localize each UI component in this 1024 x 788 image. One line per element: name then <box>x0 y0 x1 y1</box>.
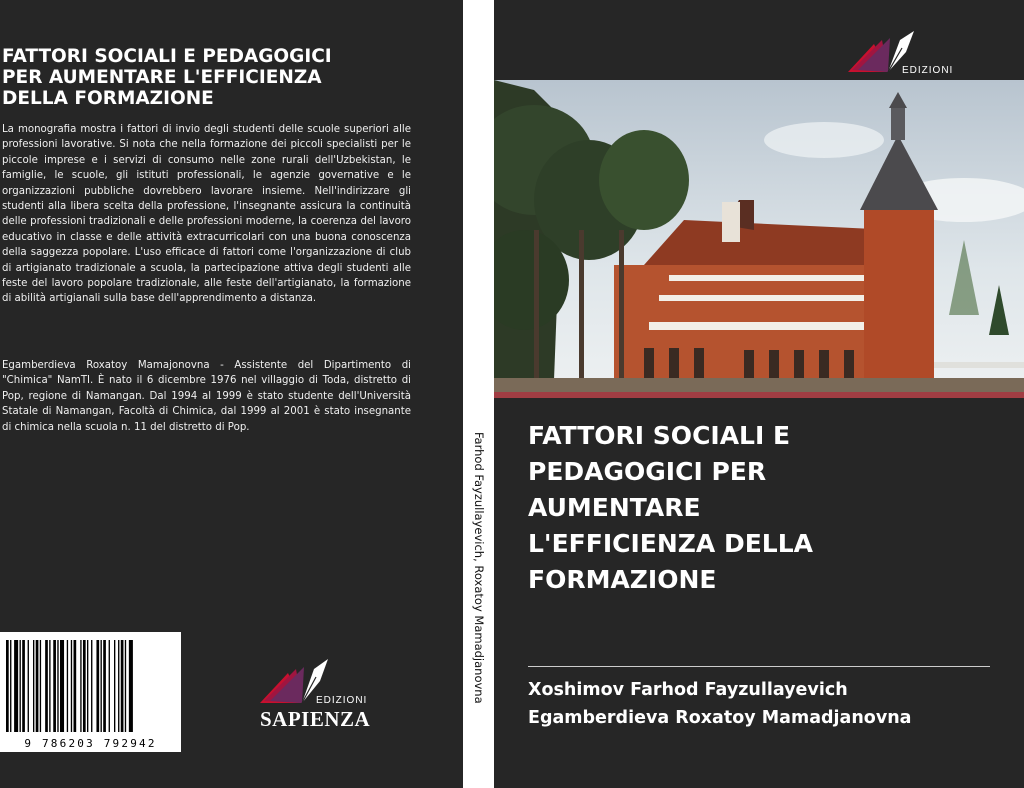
barcode-bar <box>118 640 119 732</box>
barcode-bar <box>60 640 64 732</box>
isbn-number: 9 786203 792942 <box>24 737 157 750</box>
barcode-bar <box>22 640 25 732</box>
spine-authors: Farhod Fayzullayevich, Roxatoy Mamadjanovna <box>472 432 486 704</box>
barcode-bars <box>0 632 181 736</box>
barcode-bar <box>96 640 99 732</box>
author-name-1: Xoshimov Farhod Fayzullayevich <box>528 680 848 700</box>
logo-edizioni: EDIZIONI <box>316 695 368 706</box>
cover-photo <box>494 80 1024 398</box>
barcode-bar <box>129 640 133 732</box>
publisher-logo-back <box>258 657 378 732</box>
barcode-bar <box>101 640 102 732</box>
barcode-bar <box>49 640 50 732</box>
back-cover-title <box>2 46 442 109</box>
author-divider <box>528 666 990 667</box>
logo-edizioni: EDIZIONI <box>902 65 954 76</box>
book-description: La monografia mostra i fattori di invio degli studenti delle scuole superiori alle professioni lavorative. Si nota che nella formazione dei piccoli specialisti per le piccole imprese e i servizi di consumo nelle zone rurali dell'Uzbekistan, le famiglie, le scuole, gli istituti professionali, le agenzie governative e le organizzazioni pubbliche dovrebbero lavorare insieme. Nell'indirizzare gli studenti alla libera scelta della professione, l'insegnante assicura la continuità delle professioni tradizionali e delle professioni moderne, la coerenza del lavoro educativo in classe e delle attività extracurricolari con una buona conoscenza della saggezza popolare. L'uso efficace di fattori come l'organizzazione di club di artigianato tradizionale a scuola, la partecipazione attiva degli studenti alle feste del lavoro popolare tradizionale, alle feste dell'artigianato, la formazione di abilità artigianali sulla base dell'apprendimento a distanza. <box>2 124 411 305</box>
barcode-bar <box>33 640 34 732</box>
barcode-bar <box>83 640 86 732</box>
barcode-bar <box>74 640 77 732</box>
barcode-bar <box>103 640 106 732</box>
barcode-bar <box>20 640 21 732</box>
barcode-bar <box>28 640 29 732</box>
front-title-line: FATTORI SOCIALI E <box>528 421 791 450</box>
barcode-bar <box>87 640 88 732</box>
back-title-line: FATTORI SOCIALI E PEDAGOGICI <box>2 46 332 67</box>
barcode-bar <box>125 640 126 732</box>
barcode-bar <box>40 640 41 732</box>
barcode-bar <box>57 640 58 732</box>
barcode-bar <box>91 640 92 732</box>
barcode-bar <box>71 640 72 732</box>
front-title-line: FORMAZIONE <box>528 565 717 594</box>
barcode-bar <box>6 640 9 732</box>
barcode-bar <box>14 640 18 732</box>
barcode-bar <box>36 640 39 732</box>
barcode-bar <box>109 640 110 732</box>
logo-sapienza: SAPIENZA <box>260 707 371 731</box>
front-cover-title <box>528 418 998 598</box>
front-title-line: AUMENTARE <box>528 493 701 522</box>
barcode-bar <box>10 640 11 732</box>
barcode-bar <box>53 640 56 732</box>
front-title-line: L'EFFICIENZA DELLA <box>528 529 813 558</box>
back-title-line: DELLA FORMAZIONE <box>2 88 214 109</box>
barcode-bar <box>45 640 48 732</box>
barcode-bar <box>67 640 68 732</box>
author-bio: Egamberdieva Roxatoy Mamajonovna - Assistente del Dipartimento di "Chimica" NamTI. È nato il 6 dicembre 1976 nel villaggio di Toda, distretto di Pop, regione di Namangan. Dal 1994 al 1999 è stato studente dell'Università Statale di Namangan, Facoltà di Chimica, dal 1999 al 2001 è stato insegnante di chimica nella scuola n. 11 del distretto di Pop. <box>2 360 411 433</box>
barcode-bar <box>114 640 115 732</box>
front-title-line: PEDAGOGICI PER <box>528 457 767 486</box>
barcode-bar <box>121 640 124 732</box>
author-name-2: Egamberdieva Roxatoy Mamadjanovna <box>528 708 912 728</box>
barcode-bar <box>80 640 81 732</box>
isbn-barcode <box>0 632 181 752</box>
building-illustration <box>494 80 1024 398</box>
back-title-line: PER AUMENTARE L'EFFICIENZA <box>2 67 322 88</box>
